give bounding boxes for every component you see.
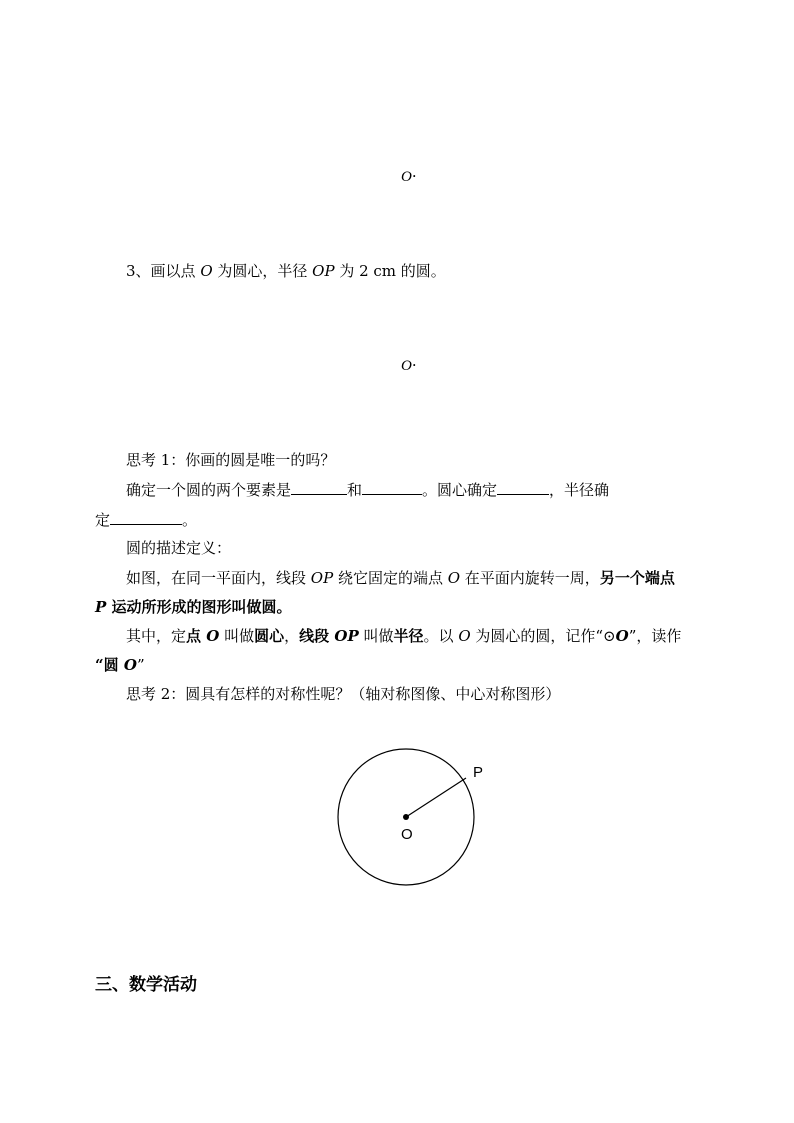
label-o: O xyxy=(401,826,413,843)
label-p: P xyxy=(473,764,484,781)
point-o-label: O xyxy=(401,169,412,185)
center-point xyxy=(403,814,409,820)
answer-blank-3[interactable] xyxy=(497,480,549,495)
think-1-question: 思考 1：你画的圆是唯一的吗？ xyxy=(126,451,336,469)
point-o-label: O xyxy=(401,358,412,374)
point-dot: · xyxy=(411,167,417,185)
definition-line-1: 如图，在同一平面内，线段 OP 绕它固定的端点 O 在平面内旋转一周，另一个端点 xyxy=(126,569,675,587)
radius-op xyxy=(406,778,466,817)
answer-blank-2[interactable] xyxy=(362,480,422,495)
definition-heading: 圆的描述定义： xyxy=(126,539,232,557)
circle-figure xyxy=(330,745,490,895)
think-2-question: 思考 2：圆具有怎样的对称性呢？（轴对称图像、中心对称图形） xyxy=(126,685,561,703)
fill-in-line: 确定一个圆的两个要素是 和 。圆心确定 ，半径确 xyxy=(126,481,610,499)
task-3-text: 3、画以点 O 为圆心，半径 OP 为 2 cm 的圆。 xyxy=(126,262,446,280)
point-dot: · xyxy=(411,356,417,374)
naming-line-2: “圆 O” xyxy=(95,656,145,674)
point-o-marker-2 xyxy=(401,355,417,376)
definition-line-2: P 运动所形成的图形叫做圆。 xyxy=(95,598,292,616)
point-o-marker-1 xyxy=(401,166,417,187)
naming-line-1: 其中，定点 O 叫做圆心，线段 OP 叫做半径。以 O 为圆心的圆，记作“⊙O”，读作 xyxy=(126,627,682,645)
answer-blank-1[interactable] xyxy=(291,480,347,495)
answer-blank-4[interactable] xyxy=(110,510,182,525)
fill-in-line-cont: 定 。 xyxy=(95,511,198,529)
section-title: 三、数学活动 xyxy=(95,975,197,995)
